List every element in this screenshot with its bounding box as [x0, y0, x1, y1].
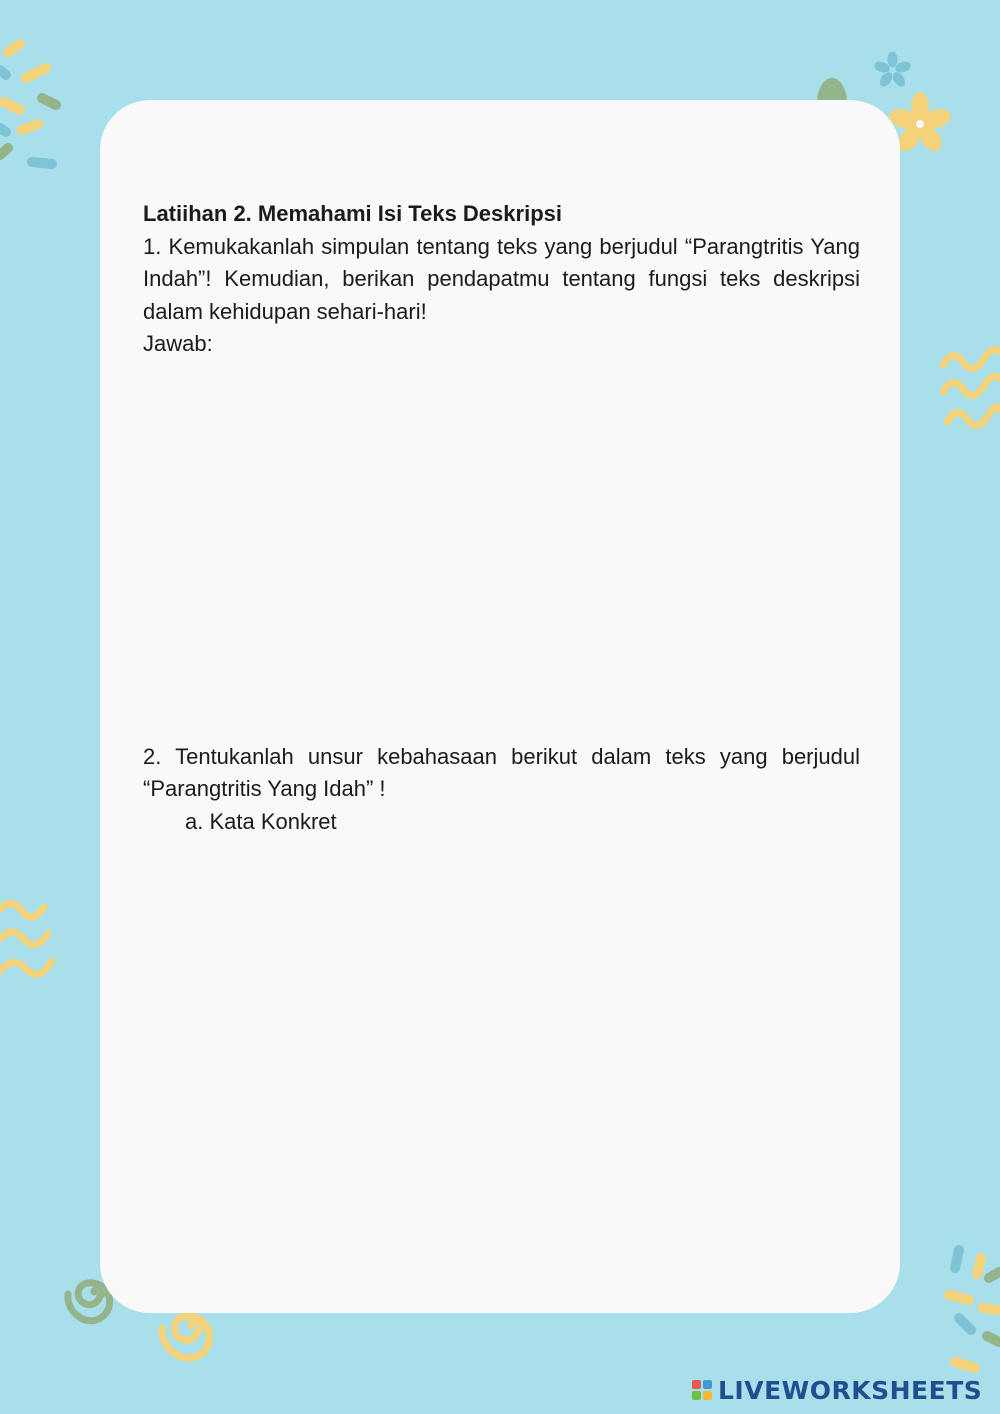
liveworksheets-brand: [692, 1376, 982, 1404]
question-1-text: 1. Kemukakanlah simpulan tentang teks yang berjudul “Parangtritis Yang Indah”! Kemudian, berikan pendapatmu tentang fungsi teks deskripsi dalam kehidupan sehari-hari!: [143, 233, 860, 324]
brand-name: LIVEWORKSHEETS: [718, 1375, 983, 1405]
confetti-icon: [935, 1240, 1000, 1380]
confetti-icon: [0, 30, 80, 180]
worksheet-content: [143, 198, 860, 838]
wave-icon: [0, 895, 65, 995]
wave-icon: [935, 340, 1000, 445]
liveworksheets-logo-icon: [692, 1380, 712, 1400]
question-1-answer-area[interactable]: [143, 361, 860, 741]
worksheet-title: Latiihan 2. Memahami Isi Teks Deskripsi: [143, 201, 562, 226]
question-1-answer-label: Jawab:: [143, 331, 213, 356]
question-2-text: 2. Tentukanlah unsur kebahasaan berikut dalam teks yang berjudul “Parangtritis Yang Idah” !: [143, 743, 860, 801]
question-2-item-a: a. Kata Konkret: [185, 808, 337, 834]
